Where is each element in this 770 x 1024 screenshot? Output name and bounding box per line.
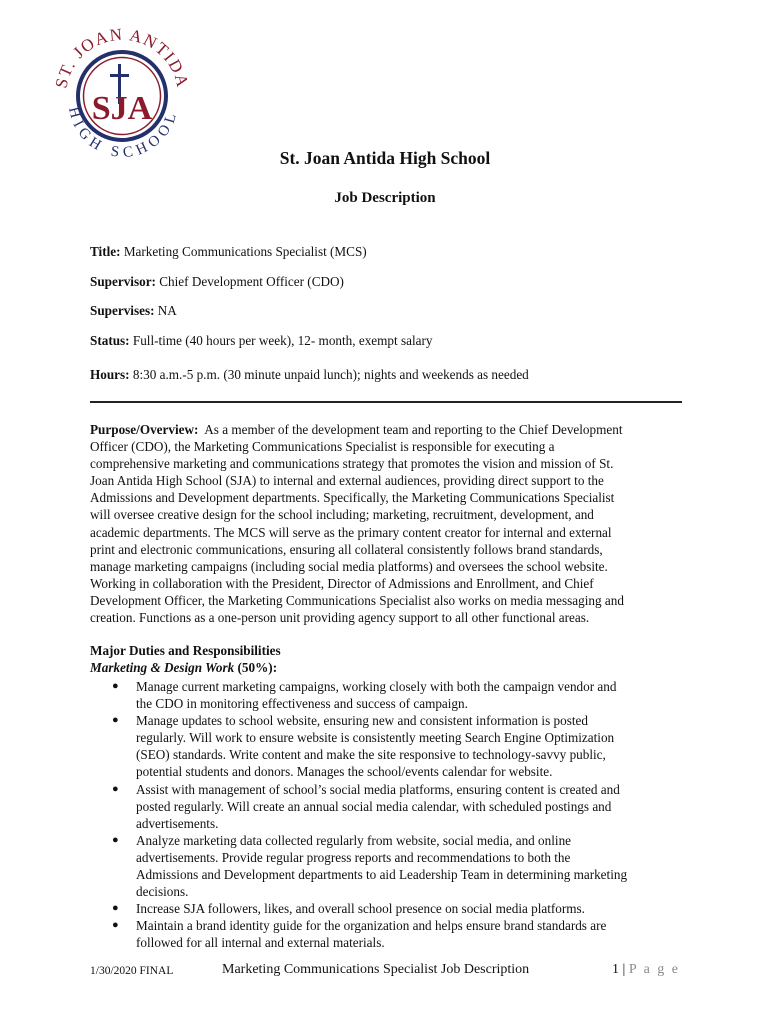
field-label: Status:: [90, 333, 130, 348]
bullet-icon: ●: [112, 833, 119, 846]
bullet-icon: ●: [112, 902, 119, 915]
horizontal-rule: [90, 401, 682, 403]
field-title: [90, 244, 367, 260]
list-item: ● Analyze marketing data collected regularly from website, social media, and online advertisements. Provide regular progress reports and recommendations to both the Admissions and Development departments to aid Leadership Team in determining marketing decisions.: [112, 832, 628, 900]
purpose-line: academic departments. The MCS will serve as the primary content creator for internal and external: [90, 524, 612, 540]
footer-page-number: 1 | P a g e: [612, 962, 681, 977]
field-value: 8:30 a.m.-5 p.m. (30 minute unpaid lunch); nights and weekends as needed: [132, 367, 529, 382]
list-item: ● Assist with management of school’s social media platforms, ensuring content is created and posted regularly. Will create an annual social media calendar, with scheduled postings and advertisements.: [112, 781, 620, 831]
purpose-line: creation. Functions as a one-person unit providing agency support to all other functional areas.: [90, 610, 590, 626]
logo-ring-text-bottom: HIGH SCHOOL: [65, 105, 181, 162]
bullet-icon: ●: [112, 680, 119, 692]
field-status: [90, 333, 432, 349]
purpose-label: Purpose/Overview:: [90, 422, 199, 437]
list-item: ● Increase SJA followers, likes, and overall school presence on social media platforms.: [112, 901, 585, 917]
footer-date: 1/30/2020 FINAL: [90, 965, 174, 977]
purpose-line: will oversee creative design for the school including; marketing, recruitment, development, and: [90, 507, 594, 523]
field-label: Hours:: [90, 367, 130, 382]
bullet-icon: ●: [112, 782, 119, 795]
purpose-line: Working in collaboration with the President, Director of Admissions and Enrollment, and Chief: [90, 575, 594, 591]
purpose-line: manage marketing campaigns (including social media platforms) and oversees the school website.: [90, 558, 608, 574]
bullet-icon: ●: [112, 919, 119, 932]
logo-ring-text-top: ST. JOAN ANTIDA: [51, 24, 193, 90]
field-value: Full-time (40 hours per week), 12- month, exempt salary: [132, 333, 433, 348]
page-footer: [0, 962, 770, 982]
purpose-line: Development Officer, the Marketing Communications Specialist also works on media messaging and: [90, 592, 624, 608]
duties-subheading: Marketing & Design Work (50%):: [90, 660, 278, 675]
purpose-line: Officer (CDO), the Marketing Communications Specialist is responsible for executing a: [90, 439, 555, 455]
document-title: Job Description: [334, 190, 436, 206]
duties-heading: Major Duties and Responsibilities: [90, 643, 281, 658]
field-label: Supervises:: [90, 303, 155, 318]
purpose-overview: [90, 421, 688, 626]
logo-cross-horizontal: [110, 74, 129, 77]
purpose-line: comprehensive marketing and communications strategy that promotes the vision and mission of St.: [90, 456, 614, 472]
purpose-line: Admissions and Development departments. Specifically, the Marketing Communications Specialist: [90, 490, 615, 506]
field-value: Marketing Communications Specialist (MCS): [123, 244, 367, 259]
field-label: Supervisor:: [90, 274, 156, 289]
list-item: ● Maintain a brand identity guide for the organization and helps ensure brand standards are followed for all internal and external materials.: [112, 918, 607, 951]
purpose-line-1: Purpose/Overview: As a member of the development team and reporting to the Chief Development: [90, 422, 623, 437]
field-value: Chief Development Officer (CDO): [159, 274, 344, 289]
field-label: Title:: [90, 244, 121, 259]
field-supervises: [90, 303, 177, 319]
field-hours: [90, 367, 529, 383]
field-value: NA: [157, 303, 177, 318]
purpose-line: print and electronic communications, ensuring all collateral consistently follows brand standards,: [90, 541, 603, 557]
purpose-line: Joan Antida High School (SJA) to internal and external audiences, providing direct support to the: [90, 473, 604, 489]
school-title: St. Joan Antida High School: [279, 148, 491, 168]
duties-list: [90, 678, 690, 952]
bullet-icon: ●: [112, 714, 119, 727]
logo-monogram: SJA: [91, 90, 153, 127]
list-item: ● Manage current marketing campaigns, working closely with both the campaign vendor and the CDO in monitoring effectiveness and success of campaign.: [112, 679, 617, 712]
field-supervisor: [90, 274, 344, 290]
list-item: ● Manage updates to school website, ensuring new and consistent information is posted regularly. Will work to ensure website is consistently meeting Search Engine Optimization (SEO) standards. Write content and make the site responsive to technology-savvy public, potential students and donors. Manages the school/events calendar for website.: [112, 713, 615, 780]
footer-title: Marketing Communications Specialist Job Description: [222, 962, 530, 977]
